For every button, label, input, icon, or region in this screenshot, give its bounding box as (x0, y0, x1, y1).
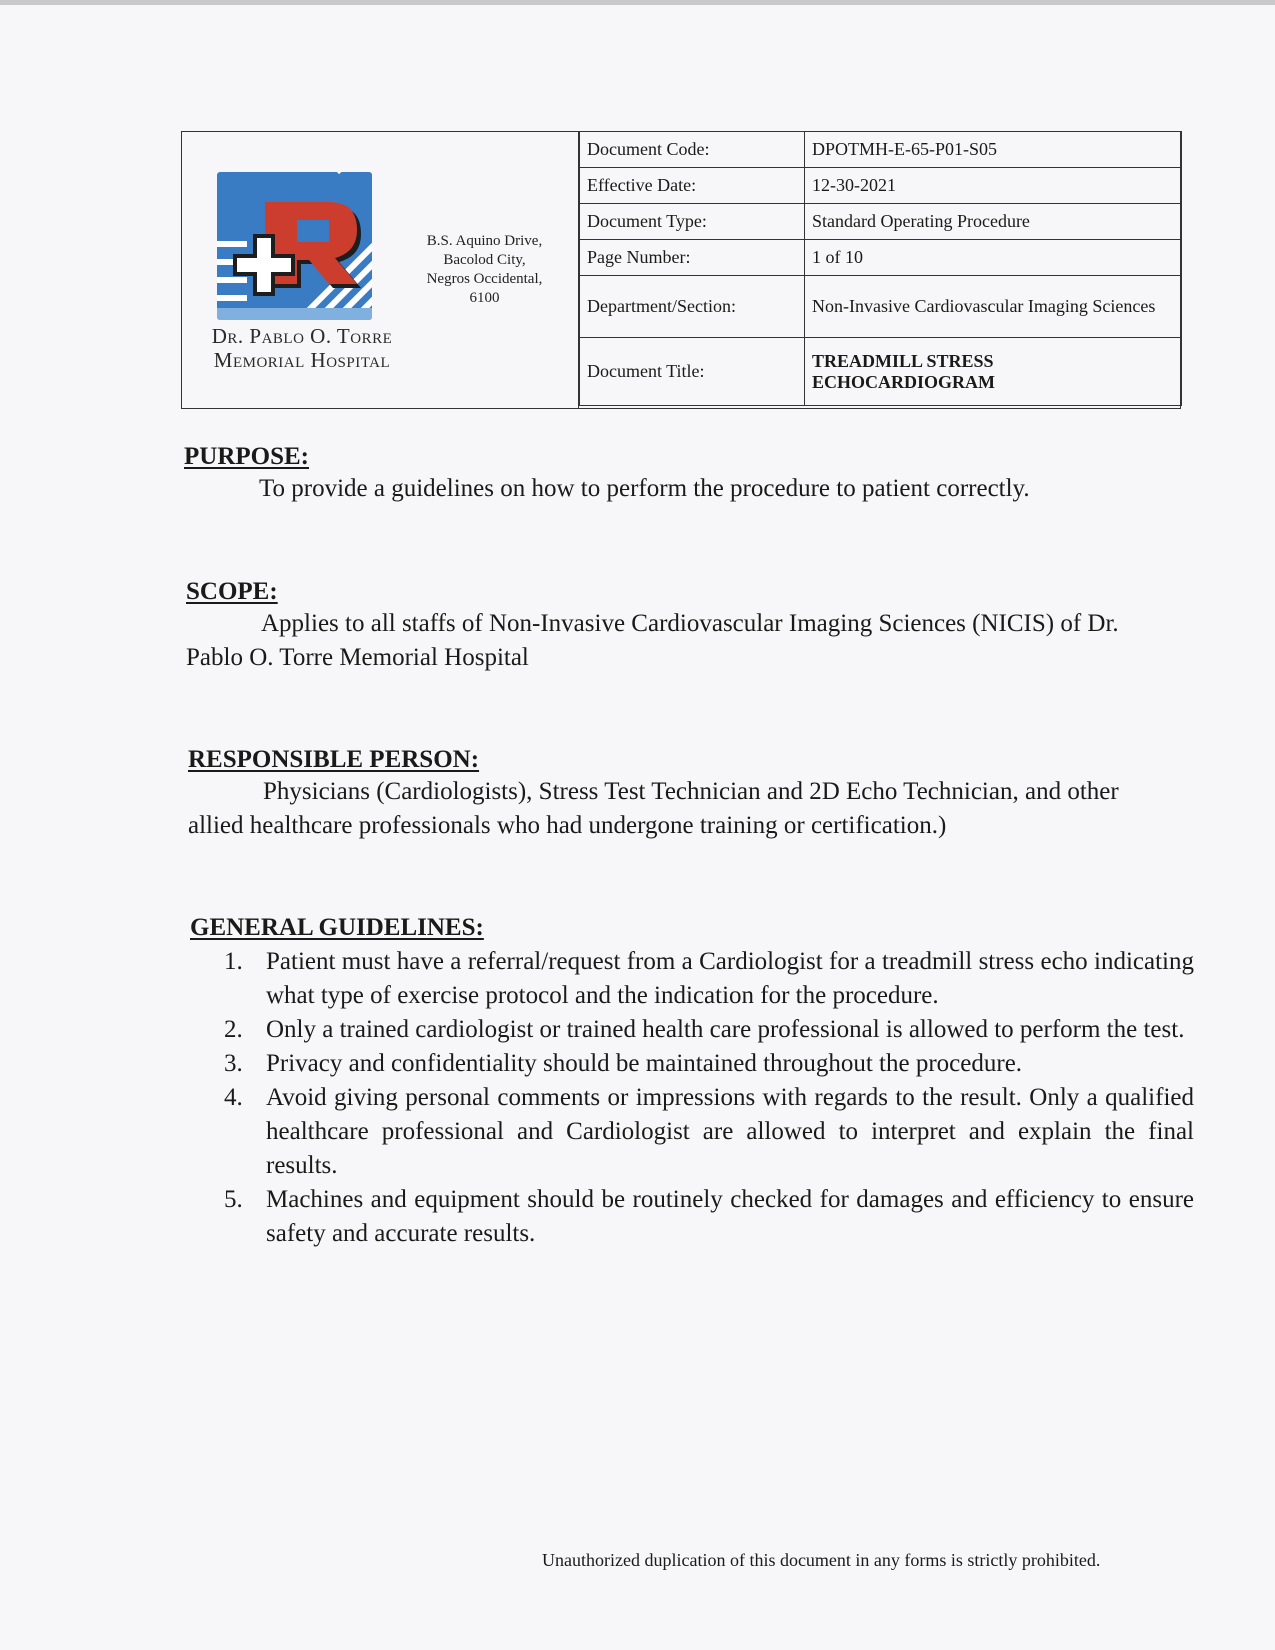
list-item (224, 1183, 1194, 1251)
scope-text: Applies to all staffs of Non-Invasive Cardiovascular Imaging Sciences (NICIS) of Dr. Pablo O. Torre Memorial Hospital (186, 610, 1119, 671)
scan-edge (0, 0, 1275, 5)
document-code: DPOTMH-E-65-P01-S05 (805, 132, 1182, 168)
responsible-text: Physicians (Cardiologists), Stress Test Technician and 2D Echo Technician, and other allied healthcare professionals who had undergone training or certification.) (188, 778, 1119, 839)
guidelines-list (224, 945, 1194, 1251)
purpose-text (184, 472, 1174, 506)
list-item-text: Patient must have a referral/request from a Cardiologist for a treadmill stress echo indicating what type of exercise protocol and the indication for the procedure. (266, 948, 1194, 1009)
address-line: 6100 (469, 290, 500, 306)
list-item-number: 2. (224, 1016, 243, 1043)
purpose-body: To provide a guidelines on how to perform the procedure to patient correctly. (259, 475, 1030, 502)
footer-notice: Unauthorized duplication of this document in any forms is strictly prohibited. (542, 1550, 1101, 1570)
list-item-number: 3. (224, 1050, 243, 1077)
document-title-line1: TREADMILL STRESS (812, 350, 994, 371)
meta-row (580, 132, 1182, 168)
list-item (224, 1013, 1194, 1047)
address-line: Negros Occidental, (426, 271, 543, 287)
meta-row (580, 240, 1182, 276)
scope-heading: SCOPE: (186, 578, 278, 605)
meta-label: Document Code: (580, 132, 805, 168)
department-section: Non-Invasive Cardiovascular Imaging Sciences (805, 276, 1182, 338)
list-item-text: Only a trained cardiologist or trained health care professional is allowed to perform the test. (266, 1016, 1185, 1043)
document-header (181, 131, 1181, 409)
hospital-address (402, 232, 567, 308)
effective-date: 12-30-2021 (805, 168, 1182, 204)
hospital-name (182, 324, 422, 372)
responsible-heading: RESPONSIBLE PERSON: (188, 746, 480, 773)
meta-label: Page Number: (580, 240, 805, 276)
purpose-heading: PURPOSE: (184, 443, 309, 470)
list-item (224, 1047, 1194, 1081)
address-line: B.S. Aquino Drive, (426, 233, 543, 249)
list-item (224, 1081, 1194, 1183)
hospital-name-line1: Dr. Pablo O. Torre (211, 324, 393, 348)
guidelines-heading: GENERAL GUIDELINES: (190, 914, 484, 941)
list-item-number: 5. (224, 1186, 243, 1213)
list-item-number: 4. (224, 1084, 243, 1111)
meta-row (580, 276, 1182, 338)
meta-label: Document Type: (580, 204, 805, 240)
meta-label: Effective Date: (580, 168, 805, 204)
meta-label: Department/Section: (580, 276, 805, 338)
document-title (805, 338, 1182, 406)
list-item-text: Avoid giving personal comments or impressions with regards to the result. Only a qualified healthcare professional and Cardiologist are allowed to interpret and explain the final results. (266, 1084, 1194, 1179)
meta-row (580, 168, 1182, 204)
meta-label: Document Title: (580, 338, 805, 406)
list-item-text: Privacy and confidentiality should be maintained throughout the procedure. (266, 1050, 1023, 1077)
address-line: Bacolod City, (443, 252, 526, 268)
hospital-name-line2: Memorial Hospital (213, 348, 391, 372)
document-title-line2: ECHOCARDIOGRAM (812, 371, 995, 392)
meta-row (580, 338, 1182, 406)
hospital-logo-icon (217, 172, 377, 327)
meta-row (580, 204, 1182, 240)
list-item-text: Machines and equipment should be routinely checked for damages and efficiency to ensure safety and accurate results. (266, 1186, 1194, 1247)
hospital-identity (182, 132, 579, 408)
list-item (224, 945, 1194, 1013)
document-meta-table (579, 131, 1182, 406)
page-number: 1 of 10 (805, 240, 1182, 276)
list-item-number: 1. (224, 948, 243, 975)
document-type: Standard Operating Procedure (805, 204, 1182, 240)
